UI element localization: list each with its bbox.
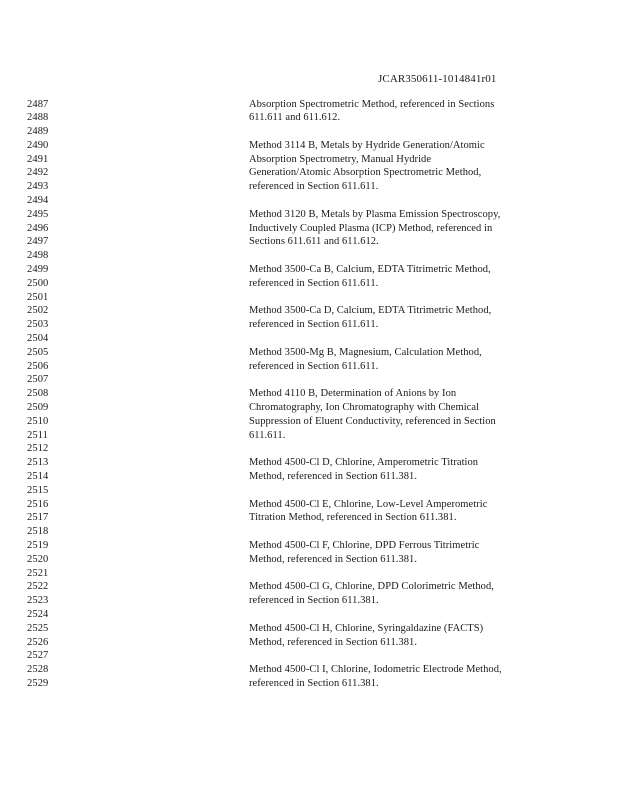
blank-line bbox=[249, 567, 569, 581]
line-number: 2499 bbox=[27, 264, 49, 276]
text-line: Titration Method, referenced in Section 611.381. bbox=[249, 512, 457, 524]
line-number: 2525 bbox=[27, 622, 49, 634]
text-line: Generation/Atomic Absorption Spectrometric Method, bbox=[249, 167, 482, 179]
line-number: 2489 bbox=[27, 126, 49, 138]
line-number: 2503 bbox=[27, 319, 49, 331]
line-number: 2518 bbox=[27, 526, 49, 538]
document-body-text bbox=[249, 98, 569, 691]
line-number: 2523 bbox=[27, 595, 49, 607]
blank-line bbox=[249, 125, 569, 139]
text-line: referenced in Section 611.381. bbox=[249, 595, 379, 607]
line-number: 2498 bbox=[27, 250, 49, 262]
line-number: 2526 bbox=[27, 636, 49, 648]
line-number: 2512 bbox=[27, 443, 49, 455]
line-number: 2504 bbox=[27, 333, 49, 345]
text-line: Method 4500-Cl E, Chlorine, Low-Level Amperometric bbox=[249, 498, 488, 510]
text-line: Method 4500-Cl H, Chlorine, Syringaldazine (FACTS) bbox=[249, 622, 484, 634]
text-line: Method 3500-Ca B, Calcium, EDTA Titrimetric Method, bbox=[249, 264, 491, 276]
text-line: Method, referenced in Section 611.381. bbox=[249, 471, 418, 483]
blank-line bbox=[249, 194, 569, 208]
text-line: Method 3500-Mg B, Magnesium, Calculation Method, bbox=[249, 346, 482, 358]
line-number: 2529 bbox=[27, 677, 49, 689]
line-number: 2520 bbox=[27, 553, 49, 565]
line-number: 2527 bbox=[27, 650, 49, 662]
text-line: 611.611 and 611.612. bbox=[249, 112, 341, 124]
text-line: Method, referenced in Section 611.381. bbox=[249, 553, 418, 565]
blank-line bbox=[249, 525, 569, 539]
text-line: Method 4500-Cl G, Chlorine, DPD Colorimetric Method, bbox=[249, 581, 494, 593]
line-number: 2522 bbox=[27, 581, 49, 593]
blank-line bbox=[249, 608, 569, 622]
line-number: 2515 bbox=[27, 484, 49, 496]
line-number: 2495 bbox=[27, 208, 49, 220]
line-number-column bbox=[27, 98, 48, 691]
line-number: 2511 bbox=[27, 429, 49, 441]
line-number: 2502 bbox=[27, 305, 49, 317]
line-number: 2528 bbox=[27, 664, 49, 676]
text-line: Method 3500-Ca D, Calcium, EDTA Titrimetric Method, bbox=[249, 305, 492, 317]
text-line: Method 4500-Cl F, Chlorine, DPD Ferrous Titrimetric bbox=[249, 540, 480, 551]
text-line: referenced in Section 611.381. bbox=[249, 677, 379, 689]
line-number: 2491 bbox=[27, 153, 49, 165]
text-line: Method 3120 B, Metals by Plasma Emission Spectroscopy, bbox=[249, 208, 501, 220]
line-number: 2497 bbox=[27, 236, 49, 248]
text-line: Method 4110 B, Determination of Anions by Ion bbox=[249, 388, 457, 400]
line-number: 2510 bbox=[27, 415, 49, 427]
blank-line bbox=[249, 484, 569, 498]
line-number: 2501 bbox=[27, 291, 49, 303]
line-number: 2517 bbox=[27, 512, 49, 524]
blank-line bbox=[249, 291, 569, 305]
line-number: 2500 bbox=[27, 277, 49, 289]
line-number: 2514 bbox=[27, 471, 49, 483]
text-line: Inductively Coupled Plasma (ICP) Method, referenced in bbox=[249, 222, 493, 234]
line-number: 2490 bbox=[27, 139, 49, 151]
line-number: 2492 bbox=[27, 167, 49, 179]
text-line: Absorption Spectrometry, Manual Hydride bbox=[249, 153, 432, 165]
line-number: 2516 bbox=[27, 498, 49, 510]
text-line: referenced in Section 611.611. bbox=[249, 181, 379, 193]
line-number: 2496 bbox=[27, 222, 49, 234]
text-line: Method, referenced in Section 611.381. bbox=[249, 636, 418, 648]
blank-line bbox=[249, 442, 569, 456]
blank-line bbox=[249, 373, 569, 387]
blank-line bbox=[249, 332, 569, 346]
text-line: Sections 611.611 and 611.612. bbox=[249, 236, 379, 248]
line-number: 2493 bbox=[27, 181, 49, 193]
text-line: Chromatography, Ion Chromatography with Chemical bbox=[249, 402, 480, 414]
line-number: 2513 bbox=[27, 457, 49, 469]
text-line: Suppression of Eluent Conductivity, referenced in Section bbox=[249, 415, 496, 427]
line-number: 2508 bbox=[27, 388, 49, 400]
document-id: JCAR350611-1014841r01 bbox=[378, 73, 497, 85]
text-line: Method 4500-Cl I, Chlorine, Iodometric Electrode Method, bbox=[249, 664, 502, 676]
line-number: 2521 bbox=[27, 567, 49, 579]
text-line: Method 4500-Cl D, Chlorine, Amperometric Titration bbox=[249, 457, 479, 469]
text-line: referenced in Section 611.611. bbox=[249, 360, 379, 372]
line-number: 2494 bbox=[27, 195, 49, 207]
text-line: Absorption Spectrometric Method, referenced in Sections bbox=[249, 98, 495, 110]
line-number: 2506 bbox=[27, 360, 49, 372]
line-number: 2507 bbox=[27, 374, 49, 386]
text-line: referenced in Section 611.611. bbox=[249, 319, 379, 331]
line-number: 2505 bbox=[27, 346, 49, 358]
blank-line bbox=[249, 249, 569, 263]
text-line: referenced in Section 611.611. bbox=[249, 277, 379, 289]
line-number: 2487 bbox=[27, 98, 49, 110]
line-number: 2524 bbox=[27, 608, 49, 620]
line-number: 2488 bbox=[27, 112, 49, 124]
line-number: 2519 bbox=[27, 540, 49, 551]
text-line: 611.611. bbox=[249, 429, 286, 441]
blank-line bbox=[249, 649, 569, 663]
text-line: Method 3114 B, Metals by Hydride Generation/Atomic bbox=[249, 139, 485, 151]
line-number: 2509 bbox=[27, 402, 49, 414]
